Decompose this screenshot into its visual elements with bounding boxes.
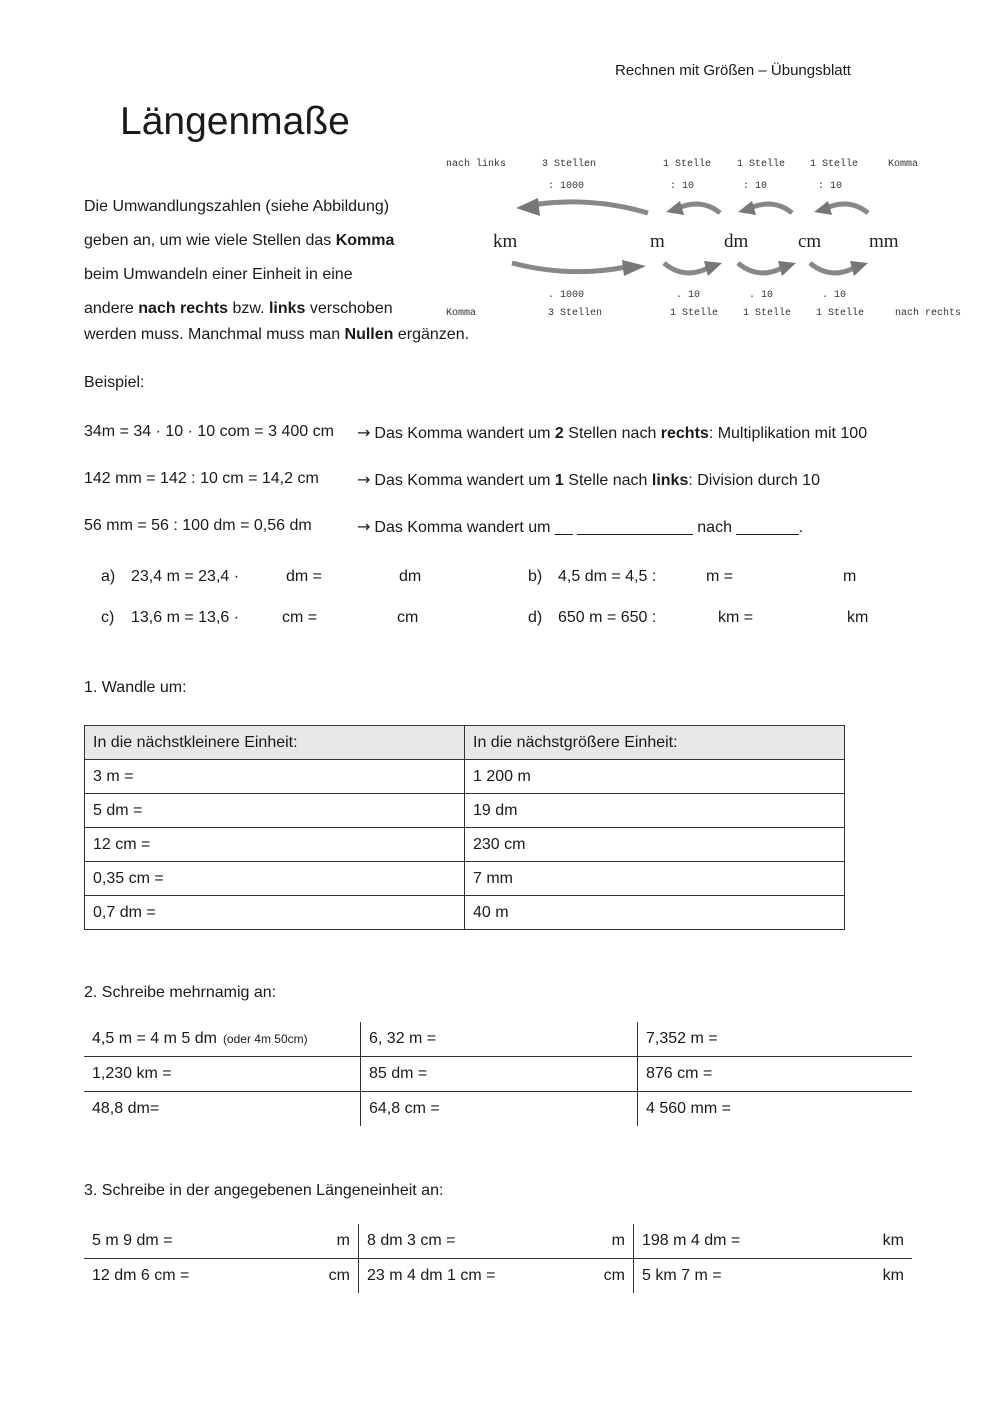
table-cell[interactable]: 0,7 dm =: [85, 896, 465, 930]
diagram-bottom-label: 1 Stelle: [816, 308, 865, 319]
question: 5 km 7 m =: [642, 1267, 722, 1284]
arrowhead-right: [622, 260, 646, 276]
arrow-right-shape: [738, 263, 782, 273]
diagram-bottom-op: . 10: [749, 290, 774, 301]
explanation-part: Das Komma wandert um: [374, 425, 555, 442]
table-row: [84, 1259, 912, 1294]
unit-dm: dm: [724, 231, 749, 252]
task-label: d): [528, 609, 543, 626]
task-unit: cm: [397, 609, 419, 626]
unit-km: km: [493, 231, 518, 252]
diagram-bottom-label: 3 Stellen: [548, 308, 603, 319]
intro-text-part: werden muss. Manchmal muss man: [84, 326, 345, 343]
arrowhead-left: [814, 201, 832, 215]
arrow-left-shape: [678, 204, 720, 213]
table-header-row: [85, 726, 845, 760]
intro-bold: Komma: [335, 232, 395, 249]
example-note: (oder 4m 50cm): [222, 1032, 308, 1046]
diagram-top-label: 1 Stelle: [810, 159, 859, 170]
example-explanation: [357, 423, 867, 443]
arrowhead-left: [666, 201, 684, 215]
unit-conversion-table: [84, 1224, 912, 1293]
unit-cm: cm: [798, 231, 822, 252]
diagram-bottom-label: 1 Stelle: [670, 308, 719, 319]
table-cell[interactable]: 7 mm: [465, 862, 845, 896]
arrow-left-shape: [826, 204, 868, 213]
target-unit: km: [882, 1232, 904, 1249]
question: 23 m 4 dm 1 cm =: [367, 1267, 496, 1284]
table-row: [85, 862, 845, 896]
intro-text: [84, 190, 444, 326]
explanation-bold: links: [651, 472, 689, 489]
example-equation: 34m = 34 · 10 · 10 com = 3 400 cm: [84, 423, 334, 440]
task-answer-blank[interactable]: dm =: [286, 568, 323, 585]
question: 198 m 4 dm =: [642, 1232, 741, 1249]
table-row: [84, 1092, 912, 1127]
section-1-title: 1. Wandle um:: [84, 679, 187, 696]
table-cell[interactable]: 64,8 cm =: [361, 1092, 638, 1127]
task-label: b): [528, 568, 543, 585]
diagram-bottom-label: Komma: [446, 308, 477, 319]
table-cell[interactable]: [634, 1259, 913, 1294]
diagram-top-op: : 10: [743, 181, 768, 192]
target-unit: m: [336, 1232, 350, 1249]
intro-line: Die Umwandlungszahlen (siehe Abbildung): [84, 198, 390, 215]
diagram-bottom-op: . 10: [822, 290, 847, 301]
example-explanation: [357, 470, 820, 490]
target-unit: m: [611, 1232, 625, 1249]
task-label: a): [101, 568, 116, 585]
multi-unit-table: [84, 1022, 912, 1126]
question: 8 dm 3 cm =: [367, 1232, 456, 1249]
task-expression: 13,6 m = 13,6 ·: [131, 609, 240, 626]
table-cell[interactable]: [84, 1224, 359, 1259]
explanation-part: Stellen nach: [563, 425, 661, 442]
table-cell[interactable]: 4 560 mm =: [646, 1100, 731, 1117]
target-unit: cm: [328, 1267, 350, 1284]
example-heading: Beispiel:: [84, 374, 145, 391]
diagram-top-label: 3 Stellen: [542, 159, 597, 170]
table-cell[interactable]: 6, 32 m =: [361, 1022, 638, 1057]
arrowhead-left: [738, 201, 756, 215]
task-answer-blank[interactable]: m =: [706, 568, 734, 585]
table-cell[interactable]: 5 dm =: [85, 794, 465, 828]
table-cell[interactable]: 85 dm =: [361, 1057, 638, 1092]
example-equation: 142 mm = 142 : 10 cm = 14,2 cm: [84, 470, 319, 487]
intro-text-part: bzw.: [228, 300, 269, 317]
section-3-title: 3. Schreibe in der angegebenen Längeneinheit an:: [84, 1182, 444, 1199]
question: 12 dm 6 cm =: [92, 1267, 190, 1284]
diagram-bottom-op: . 1000: [548, 290, 585, 301]
arrowhead-right: [850, 261, 868, 276]
intro-text-part: verschoben: [305, 300, 393, 317]
intro-bold: links: [268, 300, 306, 317]
table-row: [85, 896, 845, 930]
table-cell[interactable]: 0,35 cm =: [85, 862, 465, 896]
table-cell[interactable]: [634, 1224, 913, 1259]
arrow-left-shape: [750, 204, 792, 213]
page-header: Rechnen mit Größen – Übungsblatt: [615, 62, 851, 79]
task-unit: dm: [399, 568, 422, 585]
arrow-right-shape: [512, 263, 626, 272]
table-cell[interactable]: 3 m =: [85, 760, 465, 794]
explanation-part: Das Komma wandert um __ _____________ nach _______.: [374, 519, 804, 536]
conversion-table: [84, 725, 845, 930]
table-cell[interactable]: 230 cm: [465, 828, 845, 862]
diagram-top-op: : 1000: [548, 181, 585, 192]
explanation-part: : Multiplikation mit 100: [708, 425, 868, 442]
explanation-part: : Division durch 10: [688, 472, 820, 489]
table-row: [84, 1022, 912, 1057]
arrow-right-shape: [810, 263, 854, 273]
table-cell[interactable]: [359, 1224, 634, 1259]
explanation-bold: 2: [554, 425, 564, 442]
task-unit: km: [847, 609, 869, 626]
table-cell[interactable]: [84, 1022, 361, 1057]
diagram-bottom-label: 1 Stelle: [743, 308, 792, 319]
intro-bold: Nullen: [344, 326, 394, 343]
intro-bold: nach rechts: [138, 300, 229, 317]
task-label: c): [101, 609, 115, 626]
example-explanation: [357, 517, 803, 537]
intro-text-part: geben an, um wie viele Stellen das: [84, 232, 336, 249]
table-cell[interactable]: 876 cm =: [638, 1057, 913, 1092]
table-cell[interactable]: 1 200 m: [465, 760, 845, 794]
table-cell[interactable]: 12 cm =: [85, 828, 465, 862]
task-answer-blank[interactable]: cm =: [282, 609, 318, 626]
arrow-left-shape: [532, 202, 648, 213]
task-expression: 23,4 m = 23,4 ·: [131, 568, 240, 585]
task-unit: m: [843, 568, 857, 585]
example-answer: 4,5 m = 4 m 5 dm: [92, 1030, 217, 1047]
task-expression: 650 m = 650 :: [558, 609, 657, 626]
column-header: In die nächstkleinere Einheit:: [85, 726, 465, 760]
explanation-part: Das Komma wandert um: [374, 472, 555, 489]
intro-line: [84, 224, 444, 258]
arrow-right-icon: →: [357, 470, 371, 489]
diagram-top-label: Komma: [888, 159, 919, 170]
target-unit: cm: [603, 1267, 625, 1284]
table-row: [85, 794, 845, 828]
question: 5 m 9 dm =: [92, 1232, 173, 1249]
arrow-right-icon: →: [357, 517, 371, 536]
explanation-bold: 1: [554, 472, 564, 489]
table-cell[interactable]: 7,352 m =: [638, 1022, 913, 1057]
intro-text-part: andere: [84, 300, 139, 317]
diagram-top-op: : 10: [818, 181, 843, 192]
table-row: [84, 1057, 912, 1092]
example-equation: 56 mm = 56 : 100 dm = 0,56 dm: [84, 517, 312, 534]
arrowhead-left: [516, 198, 540, 216]
intro-line: beim Umwandeln einer Einheit in eine: [84, 266, 353, 283]
task-answer-blank[interactable]: km =: [718, 609, 754, 626]
explanation-part: Stelle nach: [563, 472, 652, 489]
conversion-diagram: [440, 150, 980, 325]
arrow-right-shape: [664, 263, 708, 273]
explanation-bold: rechts: [660, 425, 709, 442]
section-2-title: 2. Schreibe mehrnamig an:: [84, 984, 277, 1001]
intro-text-part: ergänzen.: [393, 326, 470, 343]
table-cell[interactable]: 40 m: [465, 896, 845, 930]
table-row: [85, 828, 845, 862]
intro-line: [84, 326, 469, 344]
diagram-top-label: nach links: [446, 159, 507, 170]
target-unit: km: [882, 1267, 904, 1284]
table-cell[interactable]: [359, 1259, 634, 1294]
table-cell[interactable]: 19 dm: [465, 794, 845, 828]
table-cell[interactable]: 1,230 km =: [84, 1057, 361, 1092]
column-header: In die nächstgrößere Einheit:: [465, 726, 845, 760]
unit-m: m: [650, 231, 665, 252]
diagram-top-op: : 10: [670, 181, 695, 192]
diagram-top-label: 1 Stelle: [737, 159, 786, 170]
table-cell[interactable]: [84, 1259, 359, 1294]
table-cell[interactable]: 48,8 dm=: [84, 1092, 361, 1127]
table-row: [84, 1224, 912, 1259]
diagram-top-label: 1 Stelle: [663, 159, 712, 170]
table-row: [85, 760, 845, 794]
arrowhead-right: [704, 261, 722, 276]
arrow-right-icon: →: [357, 423, 371, 442]
diagram-bottom-label: nach rechts: [895, 308, 962, 319]
task-expression: 4,5 dm = 4,5 :: [558, 568, 657, 585]
arrowhead-right: [778, 261, 796, 276]
page-title: Längenmaße: [120, 100, 350, 143]
intro-line: [84, 292, 444, 326]
diagram-bottom-op: . 10: [676, 290, 701, 301]
unit-mm: mm: [869, 231, 899, 252]
